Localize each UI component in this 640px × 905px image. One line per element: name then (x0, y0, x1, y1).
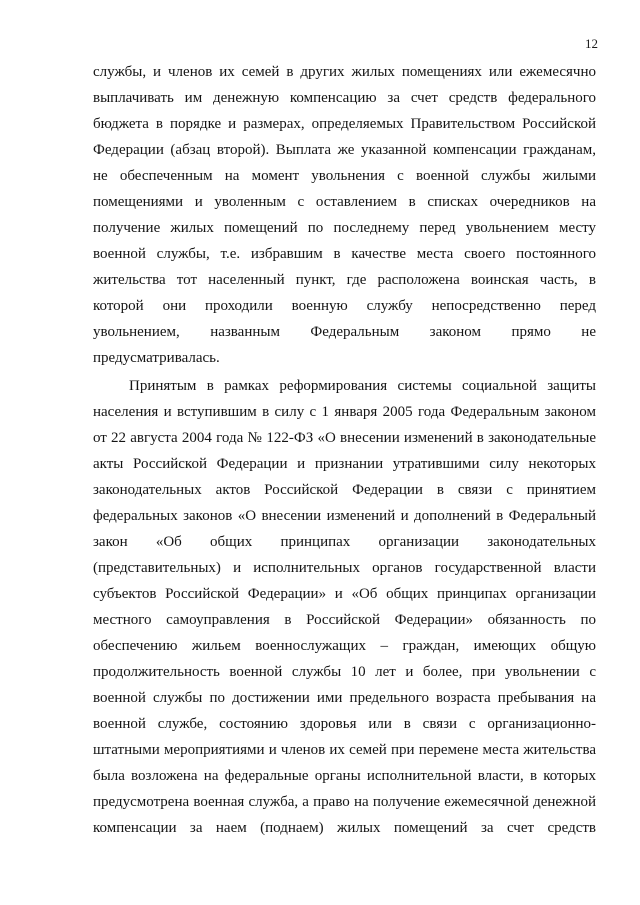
text-line: бюджета в порядке и размерах, определяемых Правительством Российской (93, 116, 596, 132)
text-line: военной службы, т.е. избравшим в качестве места своего постоянного (93, 246, 596, 262)
text-line: (представительных) и исполнительных органов государственной власти (93, 560, 596, 576)
text-line: обеспечению жильем военнослужащих – граждан, имеющих общую (93, 638, 596, 654)
text-line: выплачивать им денежную компенсацию за счет средств федерального (93, 90, 596, 106)
text-line: Принятым в рамках реформирования системы социальной защиты (129, 378, 596, 394)
text-line: военной службы по достижении ими предельного возраста пребывания на (93, 690, 596, 706)
text-line: не обеспеченным на момент увольнения с военной службы жилыми (93, 168, 596, 184)
text-line: федеральных законов «О внесении изменений и дополнений в Федеральный (93, 508, 596, 524)
text-line: Федерации (абзац второй). Выплата же указанной компенсации гражданам, (93, 142, 596, 158)
text-line: штатными мероприятиями и членов их семей при перемене места жительства (93, 742, 596, 758)
text-line: акты Российской Федерации и признании утратившими силу некоторых (93, 456, 596, 472)
text-line: службы, и членов их семей в других жилых помещениях или ежемесячно (93, 64, 596, 80)
text-line: была возложена на федеральные органы исполнительной власти, в которых (93, 768, 596, 784)
text-line: от 22 августа 2004 года № 122-ФЗ «О внесении изменений в законодательные (93, 430, 596, 446)
text-line: помещениями и уволенным с оставлением в списках очередников на (93, 194, 596, 210)
text-line: жительства тот населенный пункт, где расположена воинская часть, в (93, 272, 596, 288)
text-line: военной службе, состоянию здоровья или в связи с организационно- (93, 716, 596, 732)
text-line: компенсации за наем (поднаем) жилых помещений за счет средств (93, 820, 596, 836)
text-line: субъектов Российской Федерации» и «Об общих принципах организации (93, 586, 596, 602)
text-line: продолжительность военной службы 10 лет и более, при увольнении с (93, 664, 596, 680)
text-line: законодательных актов Российской Федерации в связи с принятием (93, 482, 596, 498)
text-line: населения и вступившим в силу с 1 января 2005 года Федеральным законом (93, 404, 596, 420)
text-line: которой они проходили военную службу непосредственно перед (93, 298, 596, 314)
text-line: предусмотрена военная служба, а право на получение ежемесячной денежной (93, 794, 596, 810)
text-line: увольнением, названным Федеральным законом прямо не (93, 324, 596, 340)
text-line: закон «Об общих принципах организации законодательных (93, 534, 596, 550)
text-line: получение жилых помещений по последнему перед увольнением месту (93, 220, 596, 236)
text-line: местного самоуправления в Российской Федерации» обязанность по (93, 612, 596, 628)
text-line: предусматривалась. (93, 350, 220, 366)
page-number: 12 (585, 36, 598, 51)
